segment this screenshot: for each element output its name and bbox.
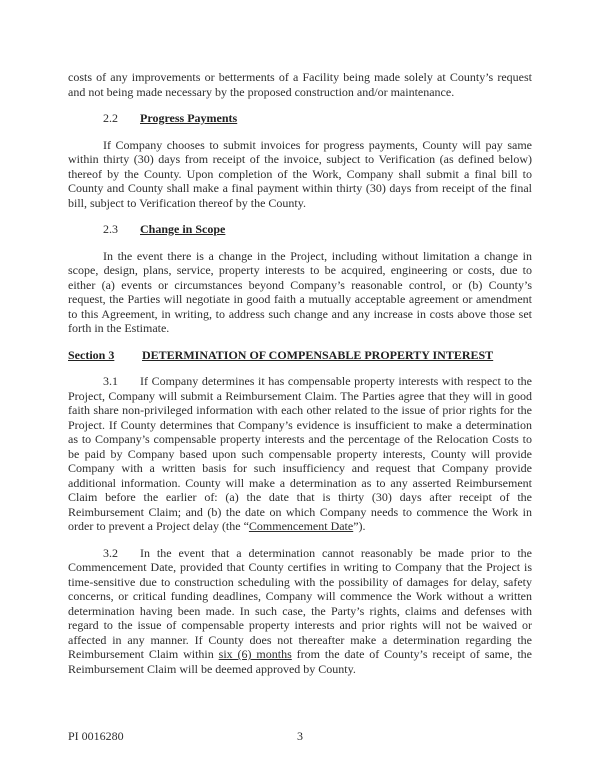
heading-2-2: [103, 111, 532, 126]
commencement-date-underlined-term: Commencement Date: [248, 519, 354, 533]
heading-2-3-title: Change in Scope: [140, 222, 226, 236]
paragraph-2-2: If Company chooses to submit invoices for progress payments, County will pay same within thirty (30) days from receipt of the invoice, subject to Verification (as defined below) thereof by the County. Upon completion of the Work, Company shall submit a final bill to County and County shall make a final payment within thirty (30) days from receipt of the final bill, subject to Verification thereof by the County.: [68, 137, 532, 210]
paragraph-3-1-number: 3.1: [103, 374, 118, 388]
section-3-title: DETERMINATION OF COMPENSABLE PROPERTY INTEREST: [142, 347, 494, 362]
paragraph-2-3: In the event there is a change in the Project, including without limitation a change in scope, design, plans, service, property interests to be acquired, engineering or costs, due to either (a) events or circumstances beyond Company’s reasonable control, or (b) County’s request, the Parties will negotiate in good faith a mutually acceptable agreement or amendment to this Agreement, in writing, to address such change and any increase in costs above those set forth in the Estimate.: [68, 248, 532, 335]
heading-2-3: [103, 222, 532, 237]
paragraph-3-1-text-end: ”).: [353, 519, 366, 533]
paragraph-3-1: [68, 374, 532, 534]
paragraph-3-2-text-end: from the date of County’s receipt of same, the Reimbursement Claim will be deemed approved by County.: [68, 647, 533, 676]
section-3-number: Section 3: [68, 347, 115, 362]
paragraph-3-2-text: In the event that a determination cannot reasonably be made prior to the Commencement Date, provided that County certifies in writing to Company that the Project is time-sensitive due to construction scheduling with the possibility of damages for delay, safety concerns, or critical funding deadlines, Company will commence the Work without a written determination having been made. In such case, the Party’s rights, claims and defenses with regard to the issue of compensable property interests and prior rights will not be waived or affected in any manner. If County does not thereafter make a determination regarding the Reimbursement Claim within: [68, 545, 532, 661]
intro-paragraph: costs of any improvements or betterments of a Facility being made solely at County’s request and not being made necessary by the proposed construction and/or maintenance.: [68, 70, 532, 99]
document-id: PI 0016280: [68, 729, 124, 743]
heading-2-2-title: Progress Payments: [140, 111, 238, 125]
six-months-underlined-term: six (6) months: [218, 647, 292, 661]
paragraph-3-2-number: 3.2: [103, 545, 118, 560]
paragraph-3-1-text: If Company determines it has compensable property interests with respect to the Project, Company will submit a Reimbursement Claim. The Parties agree that they will in good faith share non-privileged information with each other related to the issue of prior rights for the Project. If County determines that Company’s evidence is insufficient to make a determination as to Company’s compensable property interests and the percentage of the Relocation Costs to be paid by Company based upon such compensable property interests, County will provide Company with a written basis for such insufficiency and request that Company provide additional information. County will make a determination as to any asserted Reimbursement Claim before the earlier of: (a) the date that is thirty (30) days after receipt of the Reimbursement Claim; and (b) the date on which Company needs to commence the Work in order to prevent a Project delay (the “: [68, 374, 532, 533]
heading-2-3-number: 2.3: [103, 222, 118, 236]
page-number: 3: [297, 729, 303, 743]
paragraph-3-2: [68, 546, 532, 677]
document-body: [68, 70, 532, 688]
heading-2-2-number: 2.2: [103, 111, 118, 125]
section-3-heading: [68, 348, 532, 363]
